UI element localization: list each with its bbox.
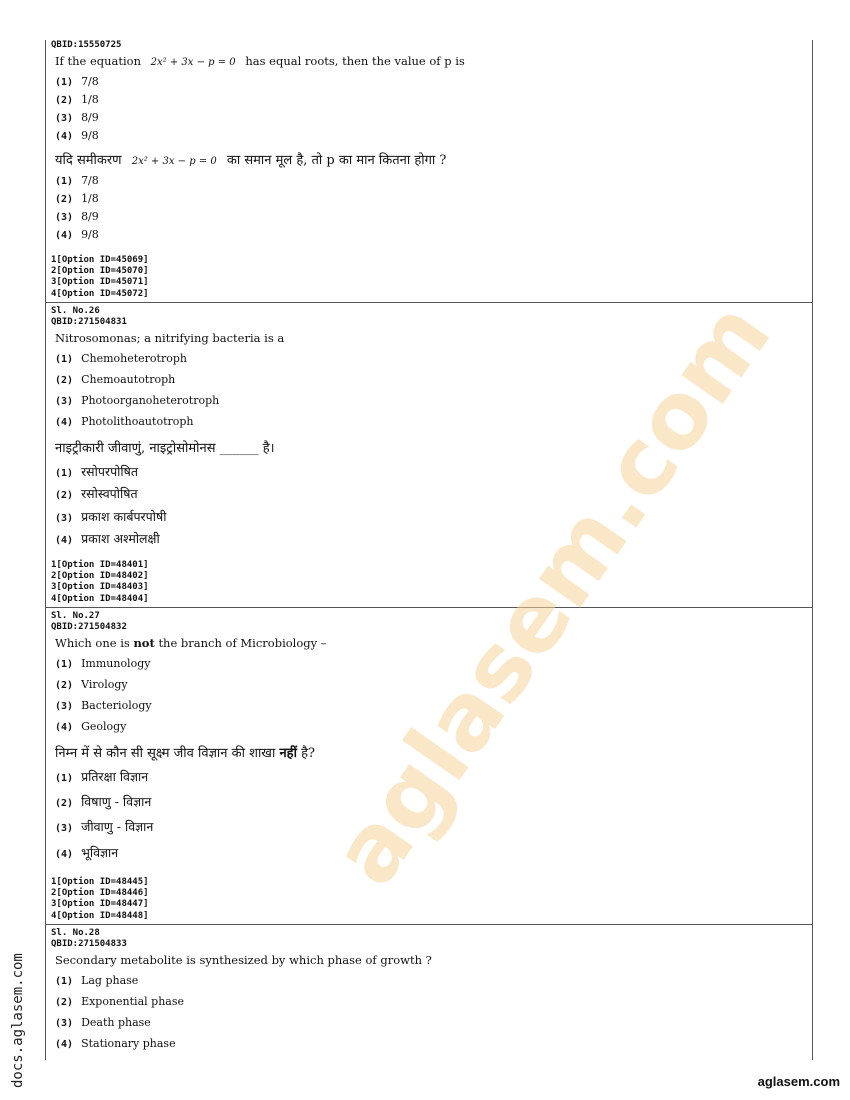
question-text-en: Secondary metabolite is synthesized by which phase of growth ? xyxy=(55,953,432,967)
option-3: (3) Death phase xyxy=(55,1016,151,1029)
divider xyxy=(46,607,812,608)
watermark: aglasem.com xyxy=(311,283,792,904)
option-1: (1) Immunology xyxy=(55,657,151,670)
hindi-option-3: (3) जीवाणु - विज्ञान xyxy=(55,819,154,834)
sl-no: Sl. No.26 xyxy=(51,306,100,316)
option-1: (1) Lag phase xyxy=(55,974,139,987)
option-3: (3) Photoorganoheterotroph xyxy=(55,394,220,407)
hindi-option-4: (4) प्रकाश अश्मोलक्षी xyxy=(55,531,160,546)
option-4: (4) Stationary phase xyxy=(55,1037,176,1050)
question-text-hi: यदि समीकरण 2x² + 3x − p = 0 का समान मूल है, तो p का मान कितना होगा ? xyxy=(55,153,447,168)
option-3: (3) 8/9 xyxy=(55,111,99,124)
option-4: (4) Photolithoautotroph xyxy=(55,415,194,428)
hindi-option-3: (3) 8/9 xyxy=(55,210,99,223)
question-text-en: Nitrosomonas; a nitrifying bacteria is a xyxy=(55,331,285,345)
question-text-hi: नाइट्रीकारी जीवाणुं, नाइट्रोसोमोनस ______ है। xyxy=(55,441,275,456)
hindi-option-2: (2) विषाणु - विज्ञान xyxy=(55,794,152,809)
side-url[interactable]: docs.aglasem.com xyxy=(10,953,26,1088)
footer-brand[interactable]: aglasem.com xyxy=(757,1074,840,1089)
option-2: (2) Chemoautotroph xyxy=(55,373,176,386)
question-text-hi: निम्न में से कौन सी सूक्ष्म जीव विज्ञान की शाखा नहीं है? xyxy=(55,746,315,761)
sl-no: Sl. No.28 xyxy=(51,928,100,938)
hindi-option-4: (4) 9/8 xyxy=(55,228,99,241)
qbid: QBID:271504833 xyxy=(51,939,127,949)
question-text-en: If the equation 2x² + 3x − p = 0 has equal roots, then the value of p is xyxy=(55,54,465,68)
question-text-en: Which one is not the branch of Microbiology – xyxy=(55,636,327,650)
option-ids: 1[Option ID=48445] 2[Option ID=48446] 3[Option ID=48447] 4[Option ID=48448] xyxy=(51,877,149,921)
option-ids: 1[Option ID=48401] 2[Option ID=48402] 3[Option ID=48403] 4[Option ID=48404] xyxy=(51,560,149,604)
hindi-option-1: (1) प्रतिरक्षा विज्ञान xyxy=(55,769,149,784)
hindi-option-2: (2) 1/8 xyxy=(55,192,99,205)
option-ids: 1[Option ID=45069] 2[Option ID=45070] 3[Option ID=45071] 4[Option ID=45072] xyxy=(51,255,149,299)
option-4: (4) Geology xyxy=(55,720,127,733)
sl-no: Sl. No.27 xyxy=(51,611,100,621)
option-2: (2) Exponential phase xyxy=(55,995,184,1008)
qbid: QBID:15550725 xyxy=(51,40,122,50)
question-sheet xyxy=(45,40,813,1060)
qbid: QBID:271504832 xyxy=(51,622,127,632)
hindi-option-4: (4) भूविज्ञान xyxy=(55,845,119,860)
option-2: (2) 1/8 xyxy=(55,93,99,106)
option-1: (1) 7/8 xyxy=(55,75,99,88)
option-2: (2) Virology xyxy=(55,678,128,691)
qbid: QBID:271504831 xyxy=(51,317,127,327)
option-1: (1) Chemoheterotroph xyxy=(55,352,187,365)
option-3: (3) Bacteriology xyxy=(55,699,152,712)
option-4: (4) 9/8 xyxy=(55,129,99,142)
hindi-option-1: (1) 7/8 xyxy=(55,174,99,187)
hindi-option-3: (3) प्रकाश कार्बपरपोषी xyxy=(55,509,167,524)
hindi-option-2: (2) रसोस्वपोषित xyxy=(55,486,138,501)
divider xyxy=(46,924,812,925)
divider xyxy=(46,302,812,303)
hindi-option-1: (1) रसोपरपोषित xyxy=(55,464,139,479)
equation: 2x² + 3x − p = 0 xyxy=(150,57,236,68)
